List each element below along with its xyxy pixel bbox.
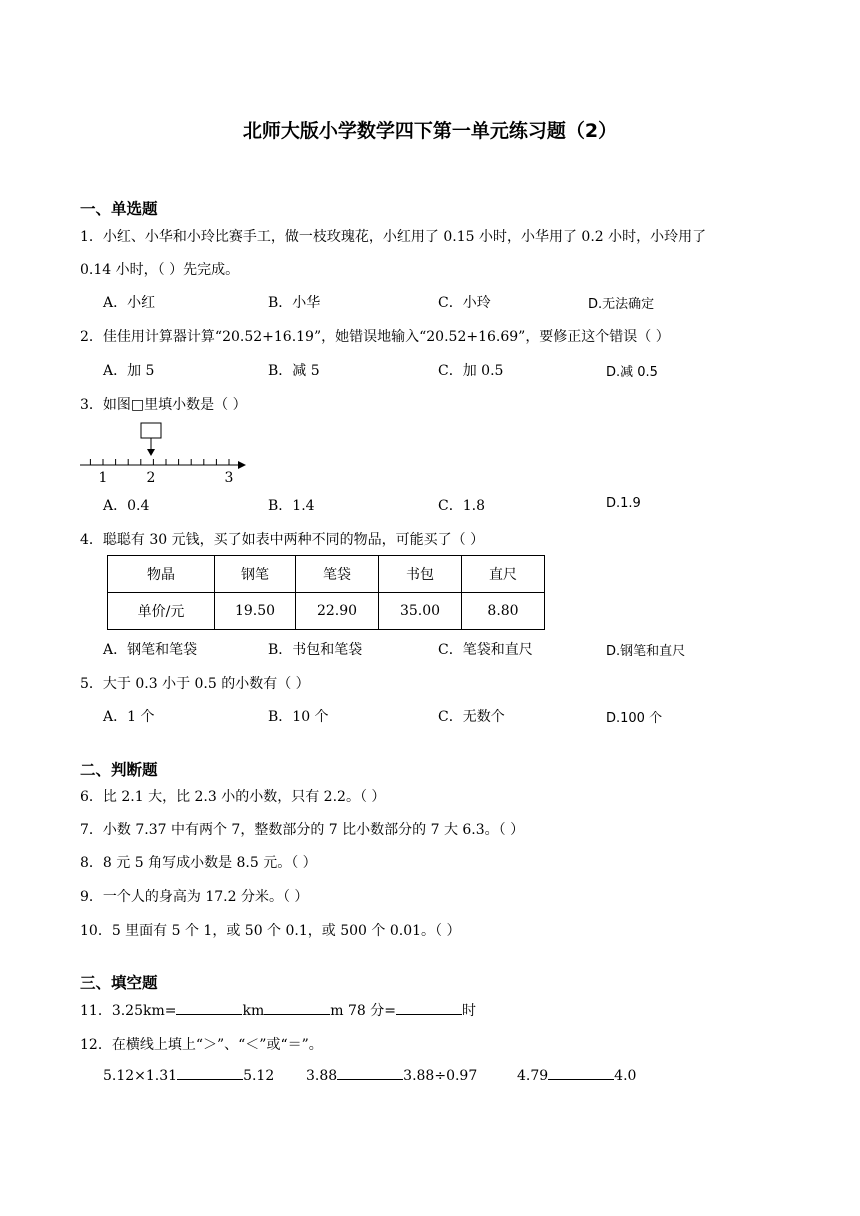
question-3-option-a: A．0.4 [103, 498, 150, 514]
table-cell: 单价/元 [108, 593, 215, 630]
question-2-option-a: A．加 5 [103, 363, 155, 379]
table-header-cell: 书包 [379, 556, 462, 593]
number-line-figure [80, 420, 250, 488]
expr-1-right: 5.12 [243, 1068, 275, 1084]
table-cell: 8.80 [462, 593, 545, 630]
question-10-text: 10．5 里面有 5 个 1，或 50 个 0.1，或 500 个 0.01。（ ） [80, 923, 461, 939]
question-2-option-d: D.减 0.5 [606, 365, 658, 380]
question-5-option-a: A．1 个 [103, 709, 155, 725]
question-3-option-b: B．1.4 [268, 498, 315, 514]
question-3-option-d: D.1.9 [606, 496, 641, 511]
section-heading-fill-blank: 三、填空题 [80, 974, 158, 992]
question-9-text: 9．一个人的身高为 17.2 分米。（ ） [80, 889, 309, 905]
answer-blank[interactable] [264, 1013, 330, 1015]
page-title: 北师大版小学数学四下第一单元练习题（2） [242, 120, 618, 142]
pointer-arrow-head [147, 449, 155, 456]
number-line-arrow [238, 461, 246, 469]
question-1-option-a: A．小红 [103, 295, 156, 311]
table-cell: 22.90 [296, 593, 379, 630]
table-row [108, 593, 545, 630]
expr-3-right: 4.0 [614, 1068, 637, 1084]
expr-2-right: 3.88÷0.97 [403, 1068, 478, 1084]
question-12-expr-2 [306, 1068, 477, 1084]
question-1-option-c: C．小玲 [438, 295, 491, 311]
table-header-cell: 直尺 [462, 556, 545, 593]
table-cell: 35.00 [379, 593, 462, 630]
price-table [107, 555, 545, 630]
question-11-suffix: 时 [461, 1003, 476, 1019]
section-heading-true-false: 二、判断题 [80, 761, 158, 779]
question-7-text: 7．小数 7.37 中有两个 7，整数部分的 7 比小数部分的 7 大 6.3。（ ） [80, 822, 525, 838]
question-2-option-c: C．加 0.5 [438, 363, 504, 379]
question-5-text: 5．大于 0.3 小于 0.5 的小数有（ ） [80, 676, 310, 692]
question-5-option-c: C．无数个 [438, 709, 505, 725]
question-4-option-c: C．笔袋和直尺 [438, 642, 533, 658]
question-1-option-d: D.无法确定 [588, 297, 655, 312]
answer-blank[interactable] [337, 1078, 403, 1080]
answer-blank[interactable] [177, 1078, 243, 1080]
table-header-cell: 钢笔 [215, 556, 296, 593]
expr-1-left: 5.12×1.31 [103, 1068, 178, 1084]
question-1-option-b: B．小华 [268, 295, 321, 311]
question-3-option-c: C．1.8 [438, 498, 485, 514]
expr-3-left: 4.79 [517, 1068, 549, 1084]
table-row [108, 556, 545, 593]
table-cell: 19.50 [215, 593, 296, 630]
question-4-option-d: D.钢笔和直尺 [606, 644, 686, 659]
question-8-text: 8．8 元 5 角写成小数是 8.5 元。（ ） [80, 855, 317, 871]
tick-label-2: 2 [146, 470, 156, 486]
question-12-expr-1 [103, 1068, 274, 1084]
question-12-expr-3 [517, 1068, 636, 1084]
question-11 [80, 1000, 476, 1020]
expr-2-left: 3.88 [306, 1068, 338, 1084]
question-4-option-a: A．钢笔和笔袋 [103, 642, 198, 658]
question-4-option-b: B．书包和笔袋 [268, 642, 363, 658]
question-2-text: 2．佳佳用计算器计算“20.52+16.19”，她错误地输入“20.52+16.69”，要修正这个错误（ ） [80, 329, 670, 345]
table-header-cell: 物晶 [108, 556, 215, 593]
tick-label-3: 3 [224, 470, 234, 486]
number-line-ticks [90, 459, 229, 465]
question-11-unit-km: km [242, 1003, 265, 1019]
question-11-prefix: 11．3.25km= [80, 1003, 177, 1019]
question-4-text: 4．聪聪有 30 元钱，买了如表中两种不同的物品，可能买了（ ） [80, 532, 485, 548]
question-1-line-1: 1．小红、小华和小玲比赛手工，做一枝玫瑰花，小红用了 0.15 小时，小华用了 0.2 小时，小玲用了 [80, 229, 707, 245]
answer-blank[interactable] [548, 1078, 614, 1080]
question-3-text: 3．如图□里填小数是（ ） [80, 397, 247, 413]
question-1-line-2: 0.14 小时，（ ）先完成。 [80, 262, 240, 278]
question-5-option-d: D.100 个 [606, 711, 663, 726]
question-11-middle: m 78 分= [330, 1003, 396, 1019]
question-5-option-b: B．10 个 [268, 709, 329, 725]
answer-box [141, 423, 161, 438]
section-heading-single-choice: 一、单选题 [80, 200, 158, 218]
table-header-cell: 笔袋 [296, 556, 379, 593]
question-12-text: 12．在横线上填上“＞”、“＜”或“＝”。 [80, 1037, 323, 1053]
question-6-text: 6．比 2.1 大，比 2.3 小的小数，只有 2.2。（ ） [80, 789, 386, 805]
answer-blank[interactable] [396, 1013, 462, 1015]
question-2-option-b: B．减 5 [268, 363, 320, 379]
answer-blank[interactable] [176, 1013, 242, 1015]
tick-label-1: 1 [98, 470, 108, 486]
